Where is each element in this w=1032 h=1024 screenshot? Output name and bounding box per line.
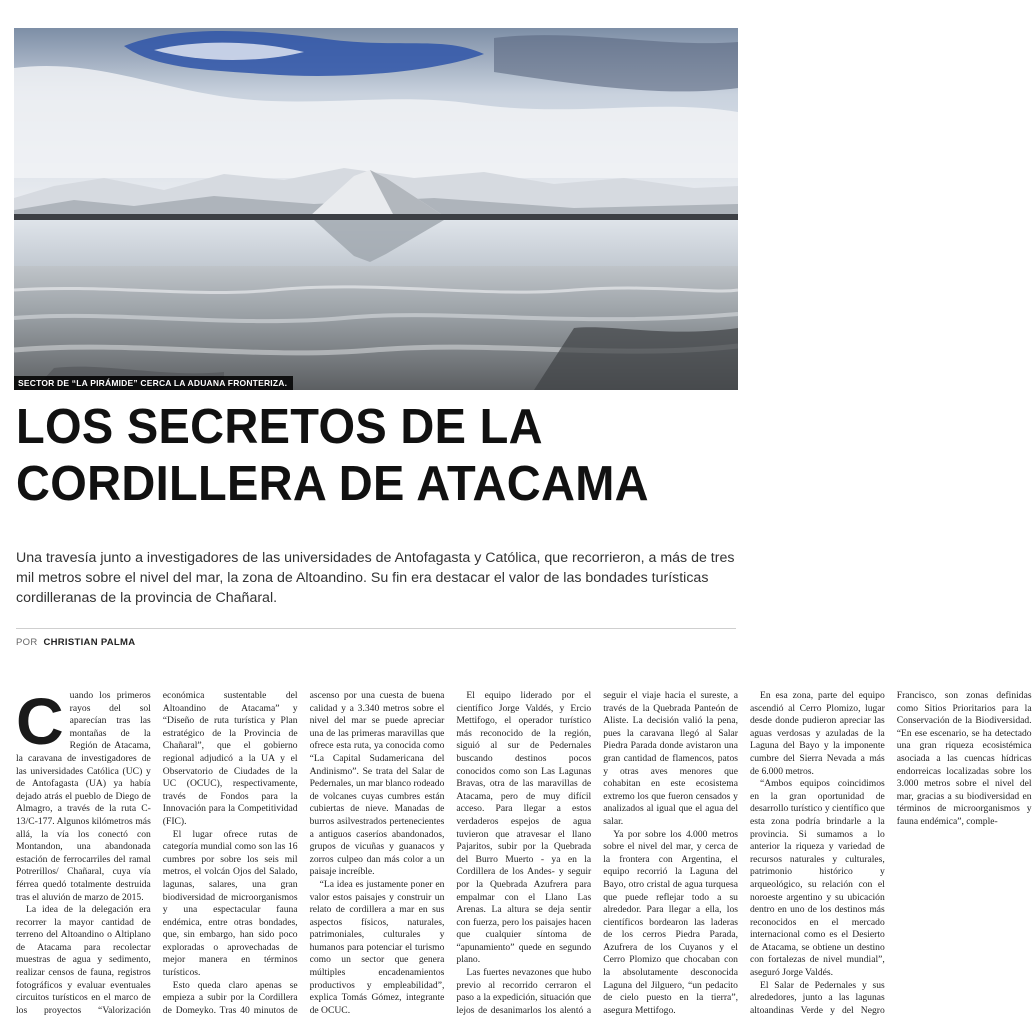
photo-caption: SECTOR DE “LA PIRÁMIDE” CERCA LA ADUANA FRONTERIZA.	[14, 376, 293, 390]
headline	[16, 398, 736, 511]
salt-flat-landscape-image	[14, 28, 738, 390]
paragraph-1: uando los primeros rayos del sol aparecían tras las montañas de la Región de Atacama, la caravana de investigadores de las universidades Católica (UC) y de Antofagasta (UA) ya había dejado atrás el pueblo de Diego de Almagro, a través de la ruta C-13/C-177. Algunos kilómetros más allá, la vía los conectó con Montandon, una abandonada estación de ferrocarriles del ramal Potrerillos/ Chañaral, cuya vía férrea quedó totalmente destruida tras el aluvión de marzo de 2015.	[16, 690, 151, 903]
paragraph-7: Las fuertes nevazones que hubo previo al recorrido cerraron el paso a la expedición, situación que lejos de desanimarlos los alentó a seguir el viaje hacia el sureste, a través de la Quebrada Panteón de Aliste. La decisión valió la pena, pues la caravana llegó al Salar Piedra Parada donde avistaron una gran cantidad de flamencos, patos y otras aves menores que cohabitan en este ecosistema extremo los que fueron censados y analizados al igual que el agua del salar.	[456, 690, 738, 1016]
drop-cap: C	[16, 684, 64, 758]
paragraph-6: El equipo liderado por el científico Jorge Valdés, y Ercio Mettifogo, el operador turístico más reconocido de la región, siguió al sur de Pedernales buscando destinos pocos conocidos como son Las Lagunas Bravas, otra de las maravillas de Atacama, pero de muy difícil acceso. Para llegar a estos verdaderos espejos de agua tuvieron que atravesar el llano Pajaritos, subir por la Quebrada del Burro Muerto - ya en la Cordillera de los Andes- y seguir por la Quebrada Azufrera para empalmar con el Llano Las Arenas. La altura se deja sentir con fuerza, pero los paisajes hacen que cualquier síntoma de “apunamiento” quede en segundo plano.	[456, 690, 592, 966]
headline-line-1: LOS SECRETOS DE LA	[16, 398, 543, 454]
paragraph-8: Ya por sobre los 4.000 metros sobre el nivel del mar, y cerca de la frontera con Argentina, el equipo recorrió la Laguna del Bayo, otro cristal de agua turquesa que puede reflejar todo a su alrededor. Para llegar a ella, los científicos bordearon las laderas de los cerros Piedra Parada, Azufrera de los Cuyanos y el Cerro Plomizo que chocaban con la absolutamente desconocida Laguna del Jilguero, “un pedacito de cielo puesto en la tierra”, asegura Mettifogo.	[603, 828, 738, 1016]
byline	[16, 637, 135, 648]
paragraph-5: “La idea es justamente poner en valor estos paisajes y construir un relato de cordillera a mar en sus aspectos físicos, naturales, patrimoniales, culturales y humanos para potenciar el turismo como un sector que genera múltiples encadenamientos productivos y empleabilidad”, explica Tomás Gómez, integrante de OCUC.	[309, 878, 445, 1016]
hero-photo	[14, 28, 738, 390]
divider	[16, 628, 736, 629]
paragraph-9: En esa zona, parte del equipo ascendió al Cerro Plomizo, lugar desde donde pudieron apreciar las aguas verdosas y azuladas de la Laguna del Bayo y la imponente cumbre del Sierra Nevada a más de 6.000 metros.	[749, 690, 885, 777]
paragraph-10: “Ambos equipos coincidimos en la gran oportunidad de desarrollo turístico y científico que esta zona podría brindarle a la provincia. Si sumamos a lo anterior la riqueza y variedad de recursos naturales y culturales, patrimonio histórico y arqueológico, su relación con el noroeste argentino y su ubicación dentro en uno de los destinos más reconocidos en el mercado internacional como es el Desierto de Atacama, se obtiene un destino con fortalezas de nivel mundial”, aseguró Jorge Valdés.	[749, 778, 885, 979]
article-body	[16, 684, 1032, 1024]
paragraph-11: El Salar de Pedernales y sus alrededores, junto a las lagunas altoandinas Verde y del Negro Francisco, son zonas definidas como Sitios Prioritarios para la Conservación de la Biodiversidad. “En ese escenario, se ha detectado una gran riqueza ecosistémica asociada a las cuencas hídricas endorreicas localizadas sobre los 3.000 metros sobre el nivel del mar, gracias a su biodiversidad en términos de microorganismos y fauna endémica”, comple-	[749, 690, 1032, 1016]
paragraph-3: El lugar ofrece rutas de categoría mundial como son las 16 cumbres por sobre los seis mil metros, el volcán Ojos del Salado, lagunas, salares, una gran biodiversidad de microorganismos y una espectacular fauna endémica, entre otras bondades, que, sin embargo, han sido poco exploradas o aprovechadas de mejor manera en términos turísticos.	[162, 828, 298, 979]
paragraph-4: Esto queda claro apenas se empieza a subir por la Cordillera de Domeyko. Tras 40 minutos de ascenso por una cuesta de buena calidad y a 3.340 metros sobre el nivel del mar se puede apreciar una de las primeras maravillas que ofrece esta ruta, ya conocida como “La Capital Sudamericana del Andinismo”. Se trata del Salar de Pedernales, un mar blanco rodeado de volcanes cuyas cumbres están cubiertas de nieve. Manadas de burros asilvestrados pertenecientes a antiguos caseríos abandonados, grupos de vicuñas y guanacos y zorros culpeo dan más color a un paisaje increíble.	[162, 690, 445, 1016]
byline-prefix: POR	[16, 637, 38, 648]
lede: Una travesía junto a investigadores de las universidades de Antofagasta y Católica, que recorrieron, a más de tres mil metros sobre el nivel del mar, la zona de Altoandino. Su fin era destacar el valor de las bondades turísticas cordilleranas de la provincia de Chañaral.	[16, 550, 735, 606]
headline-line-2: CORDILLERA DE ATACAMA	[16, 454, 649, 511]
byline-author: CHRISTIAN PALMA	[43, 637, 136, 648]
paragraph-2: La idea de la delegación era recorrer la mayor cantidad de terreno del Altoandino o Altiplano de Atacama para recolectar muestras de agua y sedimento, realizar censos de fauna, registros fotográficos y evaluar eventuales circuitos turísticos en el marco de los proyectos “Valorización económica sustentable del Altoandino de Atacama” y “Diseño de ruta turística y Plan estratégico de la Provincia de Chañaral”, que el gobierno regional adjudicó a la UA y el Observatorio de Ciudades de la UC (OCUC), respectivamente, través de Fondos para la Innovación para la Competitividad (FIC).	[16, 690, 298, 1016]
